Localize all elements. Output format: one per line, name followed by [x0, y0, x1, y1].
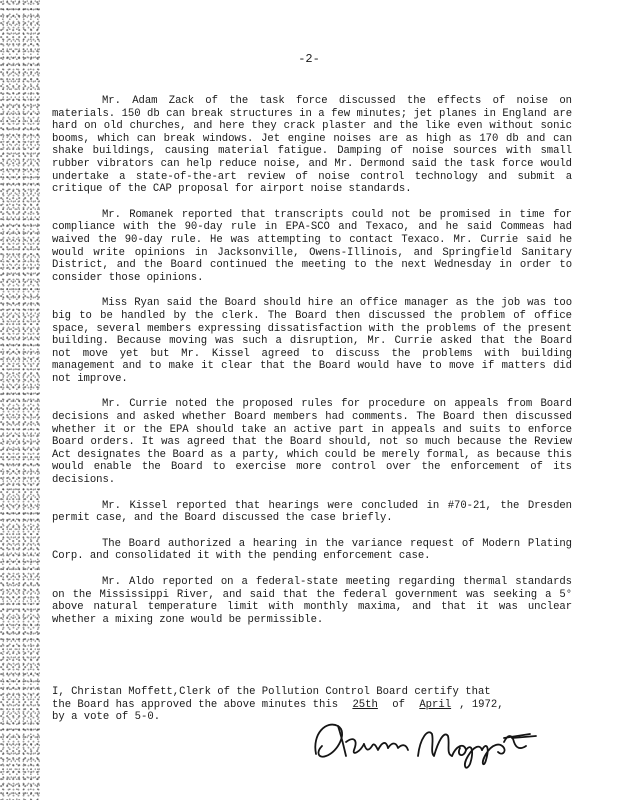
- page-number: -2-: [298, 52, 320, 66]
- certifier-name: I, Christan Moffett,: [52, 686, 180, 698]
- paragraph-dresden-hearings: Mr. Kissel reported that hearings were concluded in #70-21, the Dresden permit case, and the Board discussed the case briefly.: [52, 499, 572, 525]
- approval-month: April: [419, 698, 452, 711]
- paragraph-thermal-standards: Mr. Aldo reported on a federal-state meeting regarding thermal standards on the Mississippi River, and said that the federal government was seeking a 5° above natural temperature limit with monthly maxima, and that it was unclear whether a mixing zone would be permissible.: [52, 576, 572, 626]
- paragraph-appeals-rules: Mr. Currie noted the proposed rules for procedure on appeals from Board decisions and asked whether Board members had comments. The Board then discussed whether it or the EPA should take an active part in appeals and suits to enforce Board orders. It was agreed that the Board should, not so much because the Review Act designates the Board as a party, which could be merely formal, as because this would enable the Board to exercise more control over the enforcement of its decisions.: [52, 398, 572, 487]
- paragraph-office-manager: Miss Ryan said the Board should hire an office manager as the job was too big to be handled by the clerk. The Board then discussed the problem of office space, several members expressing dissatisfaction with the problems of the present building. Because moving was such a disruption, Mr. Currie asked that the Board not move yet but Mr. Kissel agreed to discuss the problems with building management and to make it clear that the Board would have to move if matters did not improve.: [52, 297, 572, 385]
- approval-year: , 1972,: [459, 698, 504, 711]
- handwritten-signature: [308, 712, 538, 774]
- approval-day: 25th: [352, 698, 378, 711]
- certification-line-2: [52, 699, 597, 712]
- minutes-body: [52, 95, 572, 639]
- paragraph-transcripts: Mr. Romanek reported that transcripts could not be promised in time for compliance with the 90-day rule in EPA-SCO and Texaco, and he said Commeas had waived the 90-day rule. He was attempting to contact Texaco. Mr. Currie said he would write opinions in Jacksonville, Owens-Illinois, and Springfield Sanitary District, and the Board continued the meeting to the next Wednesday in order to consider those opinions.: [52, 208, 572, 284]
- certification-clerk-text: Clerk of the Pollution Control Board certify that: [179, 686, 491, 698]
- certification-line-1: [52, 686, 597, 699]
- scan-edge-speckle: [0, 0, 40, 800]
- approval-text: the Board has approved the above minutes this: [52, 698, 339, 711]
- certification-line-3: by a vote of 5-0.: [52, 711, 161, 724]
- of-label: of: [392, 698, 405, 711]
- paragraph-noise-effects: Mr. Adam Zack of the task force discussed the effects of noise on materials. 150 db can break structures in a few minutes; jet planes in England are hard on old churches, and here they crack plaster and the like even without sonic booms, which can break windows. Jet engine noises are as high as 170 db and can shake buildings, causing material fatigue. Damping of noise sources with small rubber vibrators can help reduce noise, and Mr. Dermond said the task force would undertake a state-of-the-art review of noise control technology and submit a critique of the CAP proposal for airport noise standards.: [52, 95, 572, 196]
- paragraph-modern-plating: The Board authorized a hearing in the variance request of Modern Plating Corp. and consolidated it with the pending enforcement case.: [52, 537, 572, 563]
